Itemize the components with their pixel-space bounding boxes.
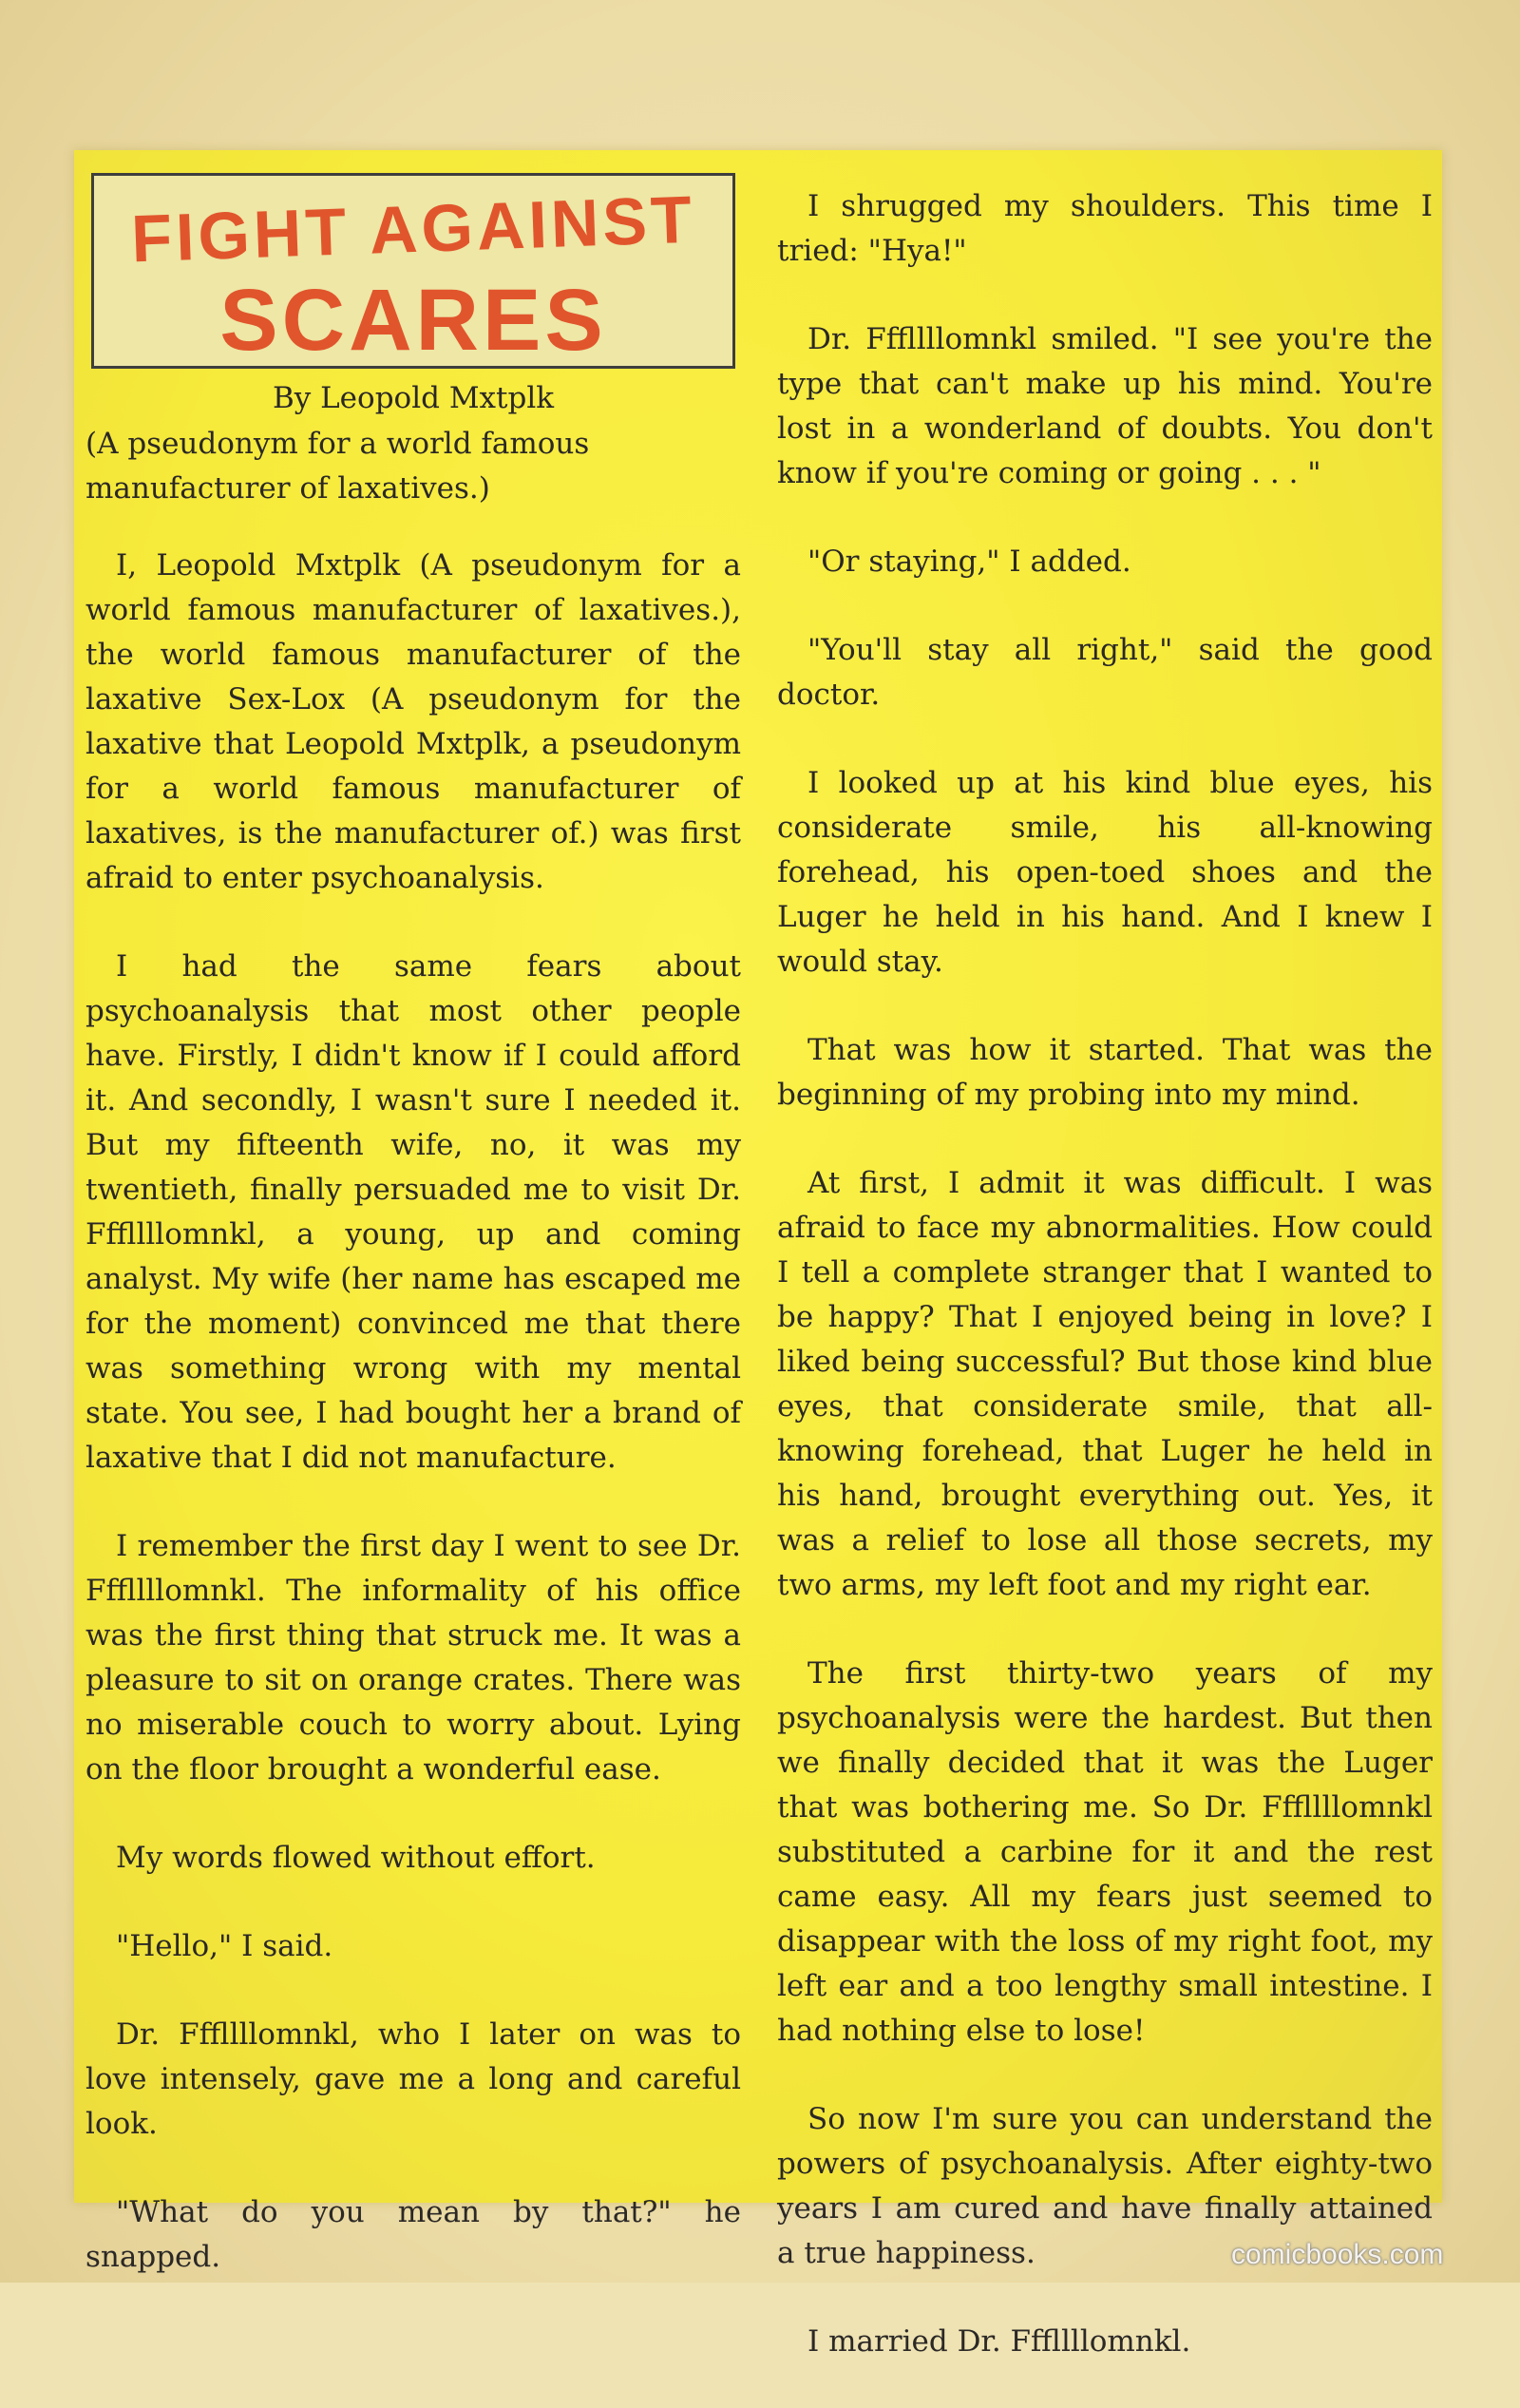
paragraph: That was how it started. That was the beginning of my probing into my mind.	[777, 1033, 1433, 1112]
title-line-1: FIGHT AGAINST	[129, 182, 697, 277]
paragraph: I married Dr. Fffllllomnkl.	[808, 2324, 1191, 2359]
title-line-2: SCARES	[219, 272, 607, 369]
paragraph: Dr. Fffllllomnkl smiled. "I see you're the type that can't make up his mind. You're lost in a wonderland of doubts. You don't know if you're coming or going . . . "	[777, 322, 1433, 490]
title-box	[91, 173, 735, 369]
left-column	[86, 544, 741, 2323]
paragraph: "Hello," I said.	[116, 1929, 333, 1963]
byline: By Leopold Mxtplk	[272, 381, 555, 415]
right-column	[777, 184, 1433, 2408]
paragraph: I remember the first day I went to see Dr. Fffllllomnkl. The informality of his office was the first thing that struck me. It was a pleasure to sit on orange crates. There was no miserable couch to worry about. Lying on the floor brought a wonderful ease.	[86, 1529, 741, 1787]
watermark: comicbooks.com	[1231, 2239, 1444, 2270]
pseudonym-note: (A pseudonym for a world famous manufacturer of laxatives.)	[86, 427, 590, 506]
paragraph: "Or staying," I added.	[808, 545, 1131, 579]
paragraph: The first thirty-two years of my psychoanalysis were the hardest. But then we finally decided that it was the Luger that was bothering me. So Dr. Fffllllomnkl substituted a carbine for it and the rest came easy. All my fears just seemed to disappear with the loss of my right foot, my left ear and a too lengthy small intestine. I had nothing else to lose!	[777, 1656, 1433, 2048]
paragraph: I looked up at his kind blue eyes, his considerate smile, his all-knowing forehead, his open-toed shoes and the Luger he held in his hand. And I knew I would stay.	[777, 766, 1433, 979]
paragraph: I, Leopold Mxtplk (A pseudonym for a world famous manufacturer of laxatives.), the world famous manufacturer of the laxative Sex-Lox (A pseudonym for the laxative that Leopold Mxtplk, a pseudonym for a world famous manufacturer of laxatives, is the manufacturer of.) was first afraid to enter psychoanalysis.	[86, 548, 741, 895]
paragraph: "What do you mean by that?" he snapped.	[86, 2195, 741, 2274]
paragraph: I shrugged my shoulders. This time I tried: "Hya!"	[777, 189, 1433, 268]
paragraph: At first, I admit it was difficult. I was afraid to face my abnormalities. How could I tell a complete stranger that I wanted to be happy? That I enjoyed being in love? I liked being successful? But those kind blue eyes, that considerate smile, that all-knowing forehead, that Luger he held in his hand, brought everything out. Yes, it was a relief to lose all those secrets, my two arms, my left foot and my right ear.	[777, 1166, 1433, 1602]
paragraph: I had the same fears about psychoanalysis that most other people have. Firstly, I didn't know if I could afford it. And secondly, I wasn't sure I needed it. But my fifteenth wife, no, it was my twentieth, finally persuaded me to visit Dr. Fffllllomnkl, a young, up and coming analyst. My wife (her name has escaped me for the moment) convinced me that there was something wrong with my mental state. You see, I had bought her a brand of laxative that I did not manufacture.	[86, 949, 741, 1475]
paragraph: So now I'm sure you can understand the powers of psychoanalysis. After eighty-two years I am cured and have finally attained a true happiness.	[777, 2102, 1433, 2270]
paragraph: My words flowed without effort.	[116, 1841, 596, 1875]
paragraph: "You'll stay all right," said the good doctor.	[777, 633, 1433, 712]
paragraph: Dr. Fffllllomnkl, who I later on was to love intensely, gave me a long and careful look.	[86, 2017, 741, 2141]
